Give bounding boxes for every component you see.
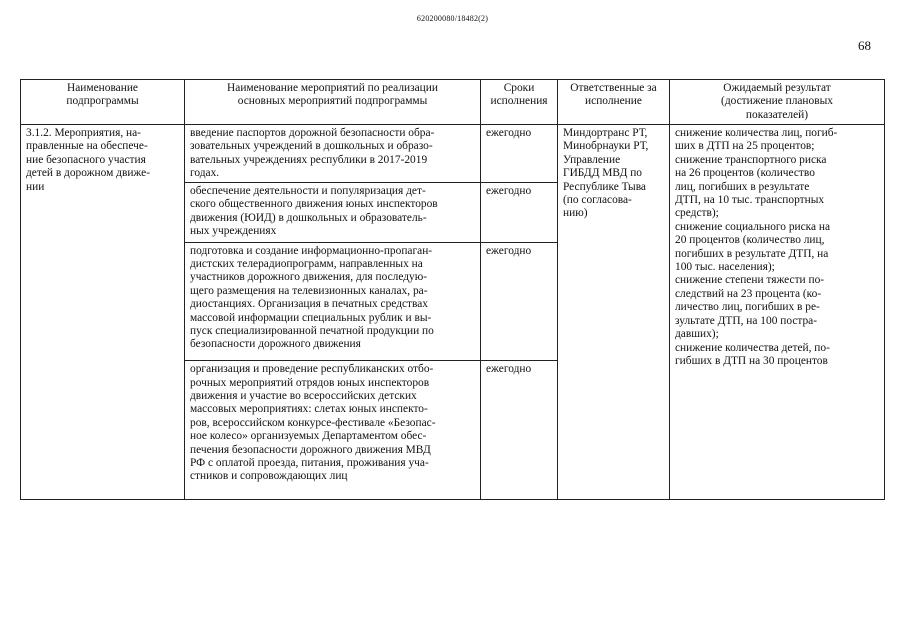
responsible-cell: Миндортранс РТ, Минобрнауки РТ, Управление ГИБДД МВД по Республике Тыва (по согласова- нию) xyxy=(558,125,670,500)
document-id: 620200080/18482(2) xyxy=(416,14,489,23)
header-expected-result: Ожидаемый результат (достижение плановых показателей) xyxy=(670,80,885,125)
term-cell: ежегодно xyxy=(481,125,558,183)
activity-cell: организация и проведение республиканских отбо- рочных мероприятий отрядов юных инспекторов движения и участие во всероссийских детских массовых мероприятиях: слетах юных инспекто- ров, всероссийском конкурсе-фестивале «Безопас- ное колесо» организуемых Департаментом обес- печения безопасности дорожного движения МВД РФ с оплатой проезда, питания, проживания уча- стников и сопровождающих лиц xyxy=(185,361,481,500)
activity-cell: введение паспортов дорожной безопасности обра- зовательных учреждений в дошкольных и образо- вательных учреждениях республики в 2017-2019 годах. xyxy=(185,125,481,183)
activity-cell: подготовка и создание информационно-пропаган- дистских телерадиопрограмм, направленных на участников дорожного движения, для последую- щего размещения на телевизионных каналах, ра- диостанциях. Организация в печатных средствах массовой информации специальных рублик и вы- пуск специализированной печатной продукции по безопасности дорожного движения xyxy=(185,242,481,361)
table-row xyxy=(21,125,885,183)
term-cell: ежегодно xyxy=(481,361,558,500)
program-table xyxy=(20,79,885,500)
header-subprogram: Наименование подпрограммы xyxy=(21,80,185,125)
table-header-row xyxy=(21,80,885,125)
term-cell: ежегодно xyxy=(481,242,558,361)
header-responsible: Ответственные за исполнение xyxy=(558,80,670,125)
header-terms: Сроки исполнения xyxy=(481,80,558,125)
expected-result-cell: снижение количества лиц, погиб- ших в ДТП на 25 процентов; снижение транспортного риска на 26 процентов (количество лиц, погибших в результате ДТП, на 10 тыс. транспортных средств); снижение социального риска на 20 процентов (количество лиц, погибших в результате ДТП, на 100 тыс. населения); снижение степени тяжести по- следствий на 23 процента (ко- личество лиц, погибших в ре- зультате ДТП, на 100 постра- давших); снижение количества детей, по- гибших в ДТП на 30 процентов xyxy=(670,125,885,500)
subprogram-cell: 3.1.2. Мероприятия, на- правленные на обеспече- ние безопасного участия детей в дорожном движе- нии xyxy=(21,125,185,500)
term-cell: ежегодно xyxy=(481,182,558,242)
activity-cell: обеспечение деятельности и популяризация дет- ского общественного движения юных инспекторов движения (ЮИД) в дошкольных и образователь- ных учреждениях xyxy=(185,182,481,242)
header-activities: Наименование мероприятий по реализации основных мероприятий подпрограммы xyxy=(185,80,481,125)
page-number: 68 xyxy=(858,38,871,53)
